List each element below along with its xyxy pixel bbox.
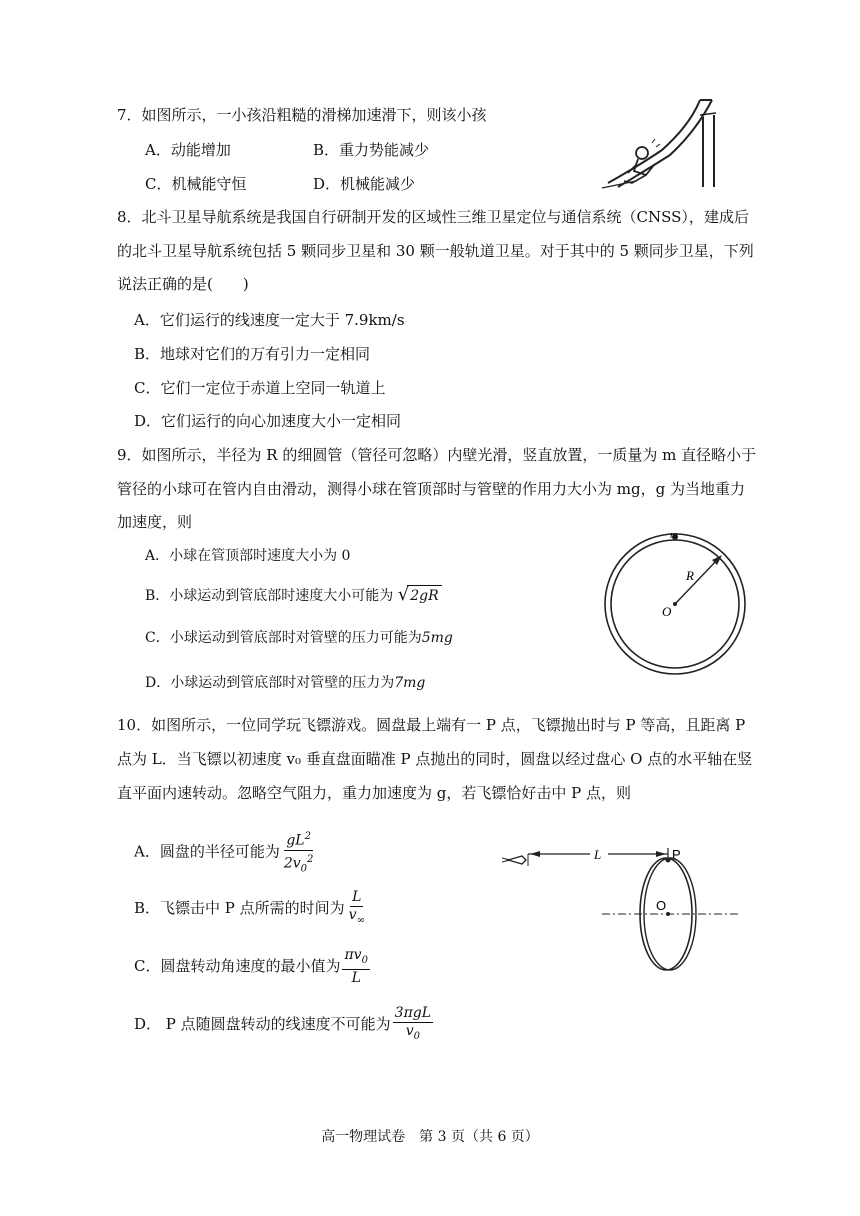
q7-option-a: A．动能增加 [145,141,231,159]
q10-option-a-fraction [282,828,316,877]
q8-option-c: C．它们一定位于赤道上空同一轨道上 [134,379,386,397]
q9-option-b [145,585,442,606]
dart-disc-figure [500,840,750,975]
q10-option-b [134,888,367,929]
q9-option-c-text: C．小球运动到管底部时对管壁的压力可能为 [145,630,422,646]
q9-option-c [145,628,453,648]
q8-option-b: B．地球对它们的万有引力一定相同 [134,345,371,363]
q8-stem-line1: 8．北斗卫星导航系统是我国自行研制开发的区域性三维卫星定位与通信系统（CNSS），建成后 [117,208,749,226]
d-numerator: 3πgL [394,1005,432,1022]
q9-option-d [145,673,425,693]
q10-stem-line2: 点为 L．当飞镖以初速度 v₀ 垂直盘面瞄准 P 点抛出的同时，圆盘以经过盘心 O 点的水平轴在竖 [117,750,753,768]
q10-option-c [134,946,370,987]
slide-figure [600,95,725,195]
fig-label-L: L [594,847,602,862]
a-numerator: gL [286,832,305,849]
q9-stem-line2: 管径的小球可在管内自由滑动，测得小球在管顶部时与管壁的作用力大小为 mg，g 为当地重力 [117,480,745,498]
q10-stem-line3: 直平面内速转动。忽略空气阻力，重力加速度为 g，若飞镖恰好击中 P 点，则 [117,784,632,802]
fig-label-O: O [662,604,672,619]
a-denominator: 2v [283,855,301,872]
fig-label-m: m [670,530,678,541]
ring-tube-figure [600,530,750,680]
q10-option-d [134,1004,433,1045]
q8-option-a: A．它们运行的线速度一定大于 7.9km/s [134,311,405,329]
q10-option-c-fraction [342,947,370,987]
b-numerator: L [352,889,362,906]
a-denominator-exp: 2 [307,853,314,865]
sqrt-sign: √ [397,584,410,605]
q7-option-c: C．机械能守恒 [145,175,247,193]
q10-option-d-fraction [393,1005,433,1045]
d-denominator-sub: 0 [413,1030,420,1042]
q10-option-b-text: B．飞镖击中 P 点所需的时间为 [134,899,345,917]
q8-stem-line3: 说法正确的是( ) [117,275,249,293]
fig-label-P: P [672,847,681,862]
q9-option-b-expr: 2gR [407,585,441,606]
b-denominator: v [348,907,357,924]
q9-option-d-expr: 7mg [394,675,426,691]
c-numerator: πv [344,947,362,964]
d-denominator: v [405,1023,414,1040]
q10-option-a-text: A．圆盘的半径可能为 [134,842,280,861]
q9-option-b-text: B．小球运动到管底部时速度大小可能为 [145,588,394,604]
q9-stem-line3: 加速度，则 [117,513,193,531]
q9-option-a: A．小球在管顶部时速度大小为 0 [145,548,351,564]
fig-label-R: R [686,568,694,583]
fig-label-O-disc: O [656,898,667,913]
q10-option-a [134,828,315,877]
q10-option-d-text: D． P 点随圆盘转动的线速度不可能为 [134,1015,391,1033]
q9-option-c-expr: 5mg [421,630,453,646]
q8-option-d: D．它们运行的向心加速度大小一定相同 [134,412,402,430]
a-denominator-sub: 0 [300,863,308,875]
q10-option-c-text: C．圆盘转动角速度的最小值为 [134,957,341,975]
q9-stem-line1: 9．如图所示，半径为 R 的细圆管（管径可忽略）内壁光滑，竖直放置，一质量为 m 直径略小于 [117,446,757,464]
q7-option-d: D．机械能减少 [313,175,416,193]
page-footer: 高一物理试卷 第 3 页（共 6 页） [321,1129,539,1145]
a-numerator-exp: 2 [304,831,311,842]
q10-option-b-fraction [347,889,367,929]
c-numerator-sub: 0 [361,954,368,966]
q9-option-d-text: D．小球运动到管底部时对管壁的压力为 [145,675,395,691]
q7-option-b: B．重力势能减少 [313,141,430,159]
c-denominator: L [351,969,361,986]
q10-stem-line1: 10．如图所示，一位同学玩飞镖游戏。圆盘最上端有一 P 点，飞镖抛出时与 P 等高，且距离 P [117,716,746,734]
q7-stem: 7．如图所示，一小孩沿粗糙的滑梯加速滑下，则该小孩 [117,106,487,124]
b-denominator-sub: ∞ [356,914,365,926]
q8-stem-line2: 的北斗卫星导航系统包括 5 颗同步卫星和 30 颗一般轨道卫星。对于其中的 5 颗同步卫星，下列 [117,242,754,260]
